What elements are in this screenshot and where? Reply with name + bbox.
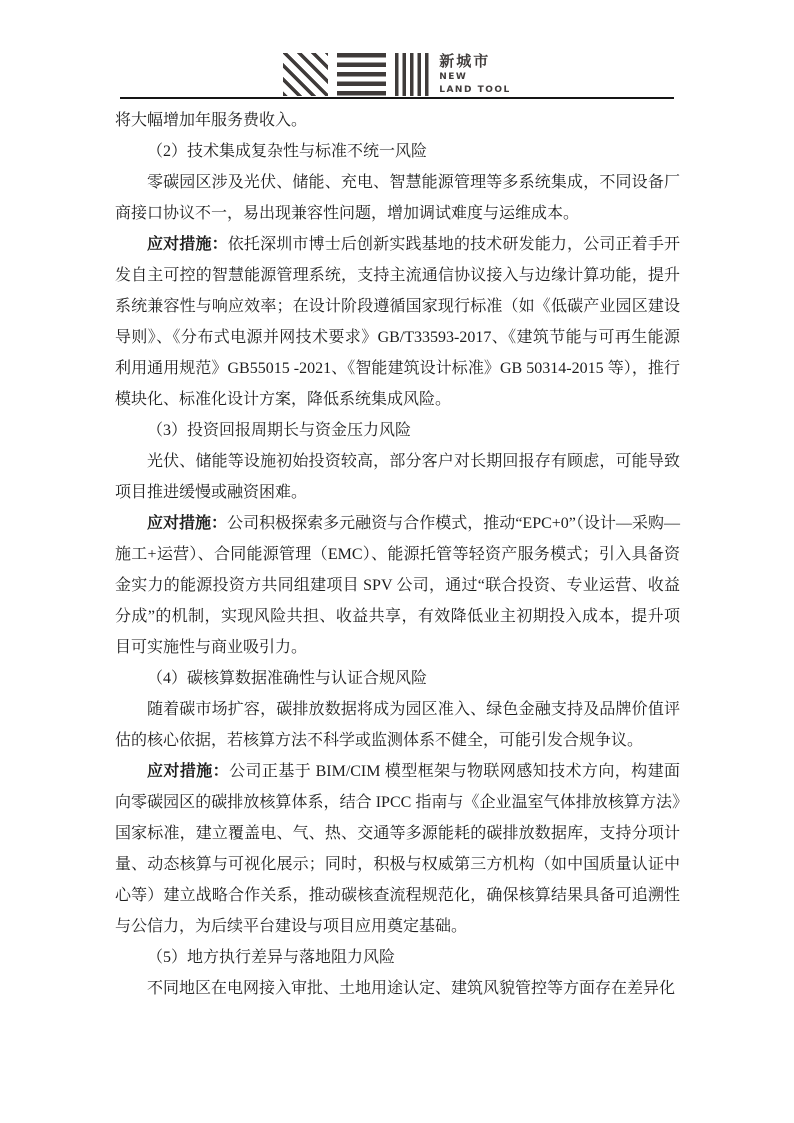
paragraph-heading-10: （5）地方执行差异与落地阻力风险 <box>147 949 396 966</box>
header-divider <box>120 97 674 99</box>
logo-brand-chinese: 新城市 <box>439 52 491 70</box>
paragraph-measure-6: 应对措施：公司积极探索多元融资与合作模式，推动“EPC+0”（设计—采购—施工+运营）、合同能源管理（EMC）、能源托管等轻资产服务模式；引入具备资金实力的能源投资方共同组建项目 SPV 公司，通过“联合投资、专业运营、收益分成”的机制，实现风险共担、收益共享，有效降低业主初期投入成本，提升项目可实施性与商业吸引力。 <box>115 515 680 656</box>
paragraph-heading-4: （3）投资回报周期长与资金压力风险 <box>147 422 412 439</box>
logo-horizontal-stripes-icon <box>337 53 386 96</box>
page-header <box>0 0 794 99</box>
company-logo <box>0 53 794 96</box>
paragraph-body-8: 随着碳市场扩容，碳排放数据将成为园区准入、绿色金融支持及品牌价值评估的核心依据，若核算方法不科学或监测体系不健全，可能引发合规争议。 <box>115 701 680 749</box>
logo-brand-english-line1: NEW <box>439 72 468 82</box>
logo-diagonal-stripes-icon <box>283 53 328 96</box>
paragraph-measure-9: 应对措施：公司正基于 BIM/CIM 模型框架与物联网感知技术方向，构建面向零碳园区的碳排放核算体系，结合 IPCC 指南与《企业温室气体排放核算方法》国家标准，建立覆盖电、气、热、交通等多源能耗的碳排放数据库，支持分项计量、动态核算与可视化展示；同时，积极与权威第三方机构（如中国质量认证中心等）建立战略合作关系，推动碳核查流程规范化，确保核算结果具备可追溯性与公信力，为后续平台建设与项目应用奠定基础。 <box>115 763 680 935</box>
measure-label: 应对措施： <box>147 763 230 780</box>
paragraph-body-5: 光伏、储能等设施初始投资较高，部分客户对长期回报存有顾虑，可能导致项目推进缓慢或融资困难。 <box>115 453 680 501</box>
paragraph-heading-1: （2）技术集成复杂性与标准不统一风险 <box>147 143 428 160</box>
paragraph-heading-7: （4）碳核算数据准确性与认证合规风险 <box>147 670 428 687</box>
document-text-block <box>115 105 680 1004</box>
paragraph-body-2: 零碳园区涉及光伏、储能、充电、智慧能源管理等多系统集成，不同设备厂商接口协议不一，易出现兼容性问题，增加调试难度与运维成本。 <box>115 174 680 222</box>
measure-label: 应对措施： <box>147 515 228 532</box>
paragraph-continuation-0: 将大幅增加年服务费收入。 <box>115 112 308 129</box>
logo-vertical-stripes-icon <box>395 53 430 96</box>
logo-wordmark <box>439 53 511 96</box>
paragraph-measure-3: 应对措施：依托深圳市博士后创新实践基地的技术研发能力，公司正着手开发自主可控的智慧能源管理系统，支持主流通信协议接入与边缘计算功能，提升系统兼容性与响应效率；在设计阶段遵循国家现行标准（如《低碳产业园区建设导则》、《分布式电源并网技术要求》GB/T33593-2017、《建筑节能与可再生能源利用通用规范》GB55015 -2021、《智能建筑设计标准》GB 50314-2015 等），推行模块化、标准化设计方案，降低系统集成风险。 <box>115 236 680 408</box>
logo-brand-english-line2: LAND TOOL <box>439 85 511 95</box>
measure-label: 应对措施： <box>147 236 228 253</box>
paragraph-body-11: 不同地区在电网接入审批、土地用途认定、建筑风貌管控等方面存在差异化 <box>147 980 676 997</box>
